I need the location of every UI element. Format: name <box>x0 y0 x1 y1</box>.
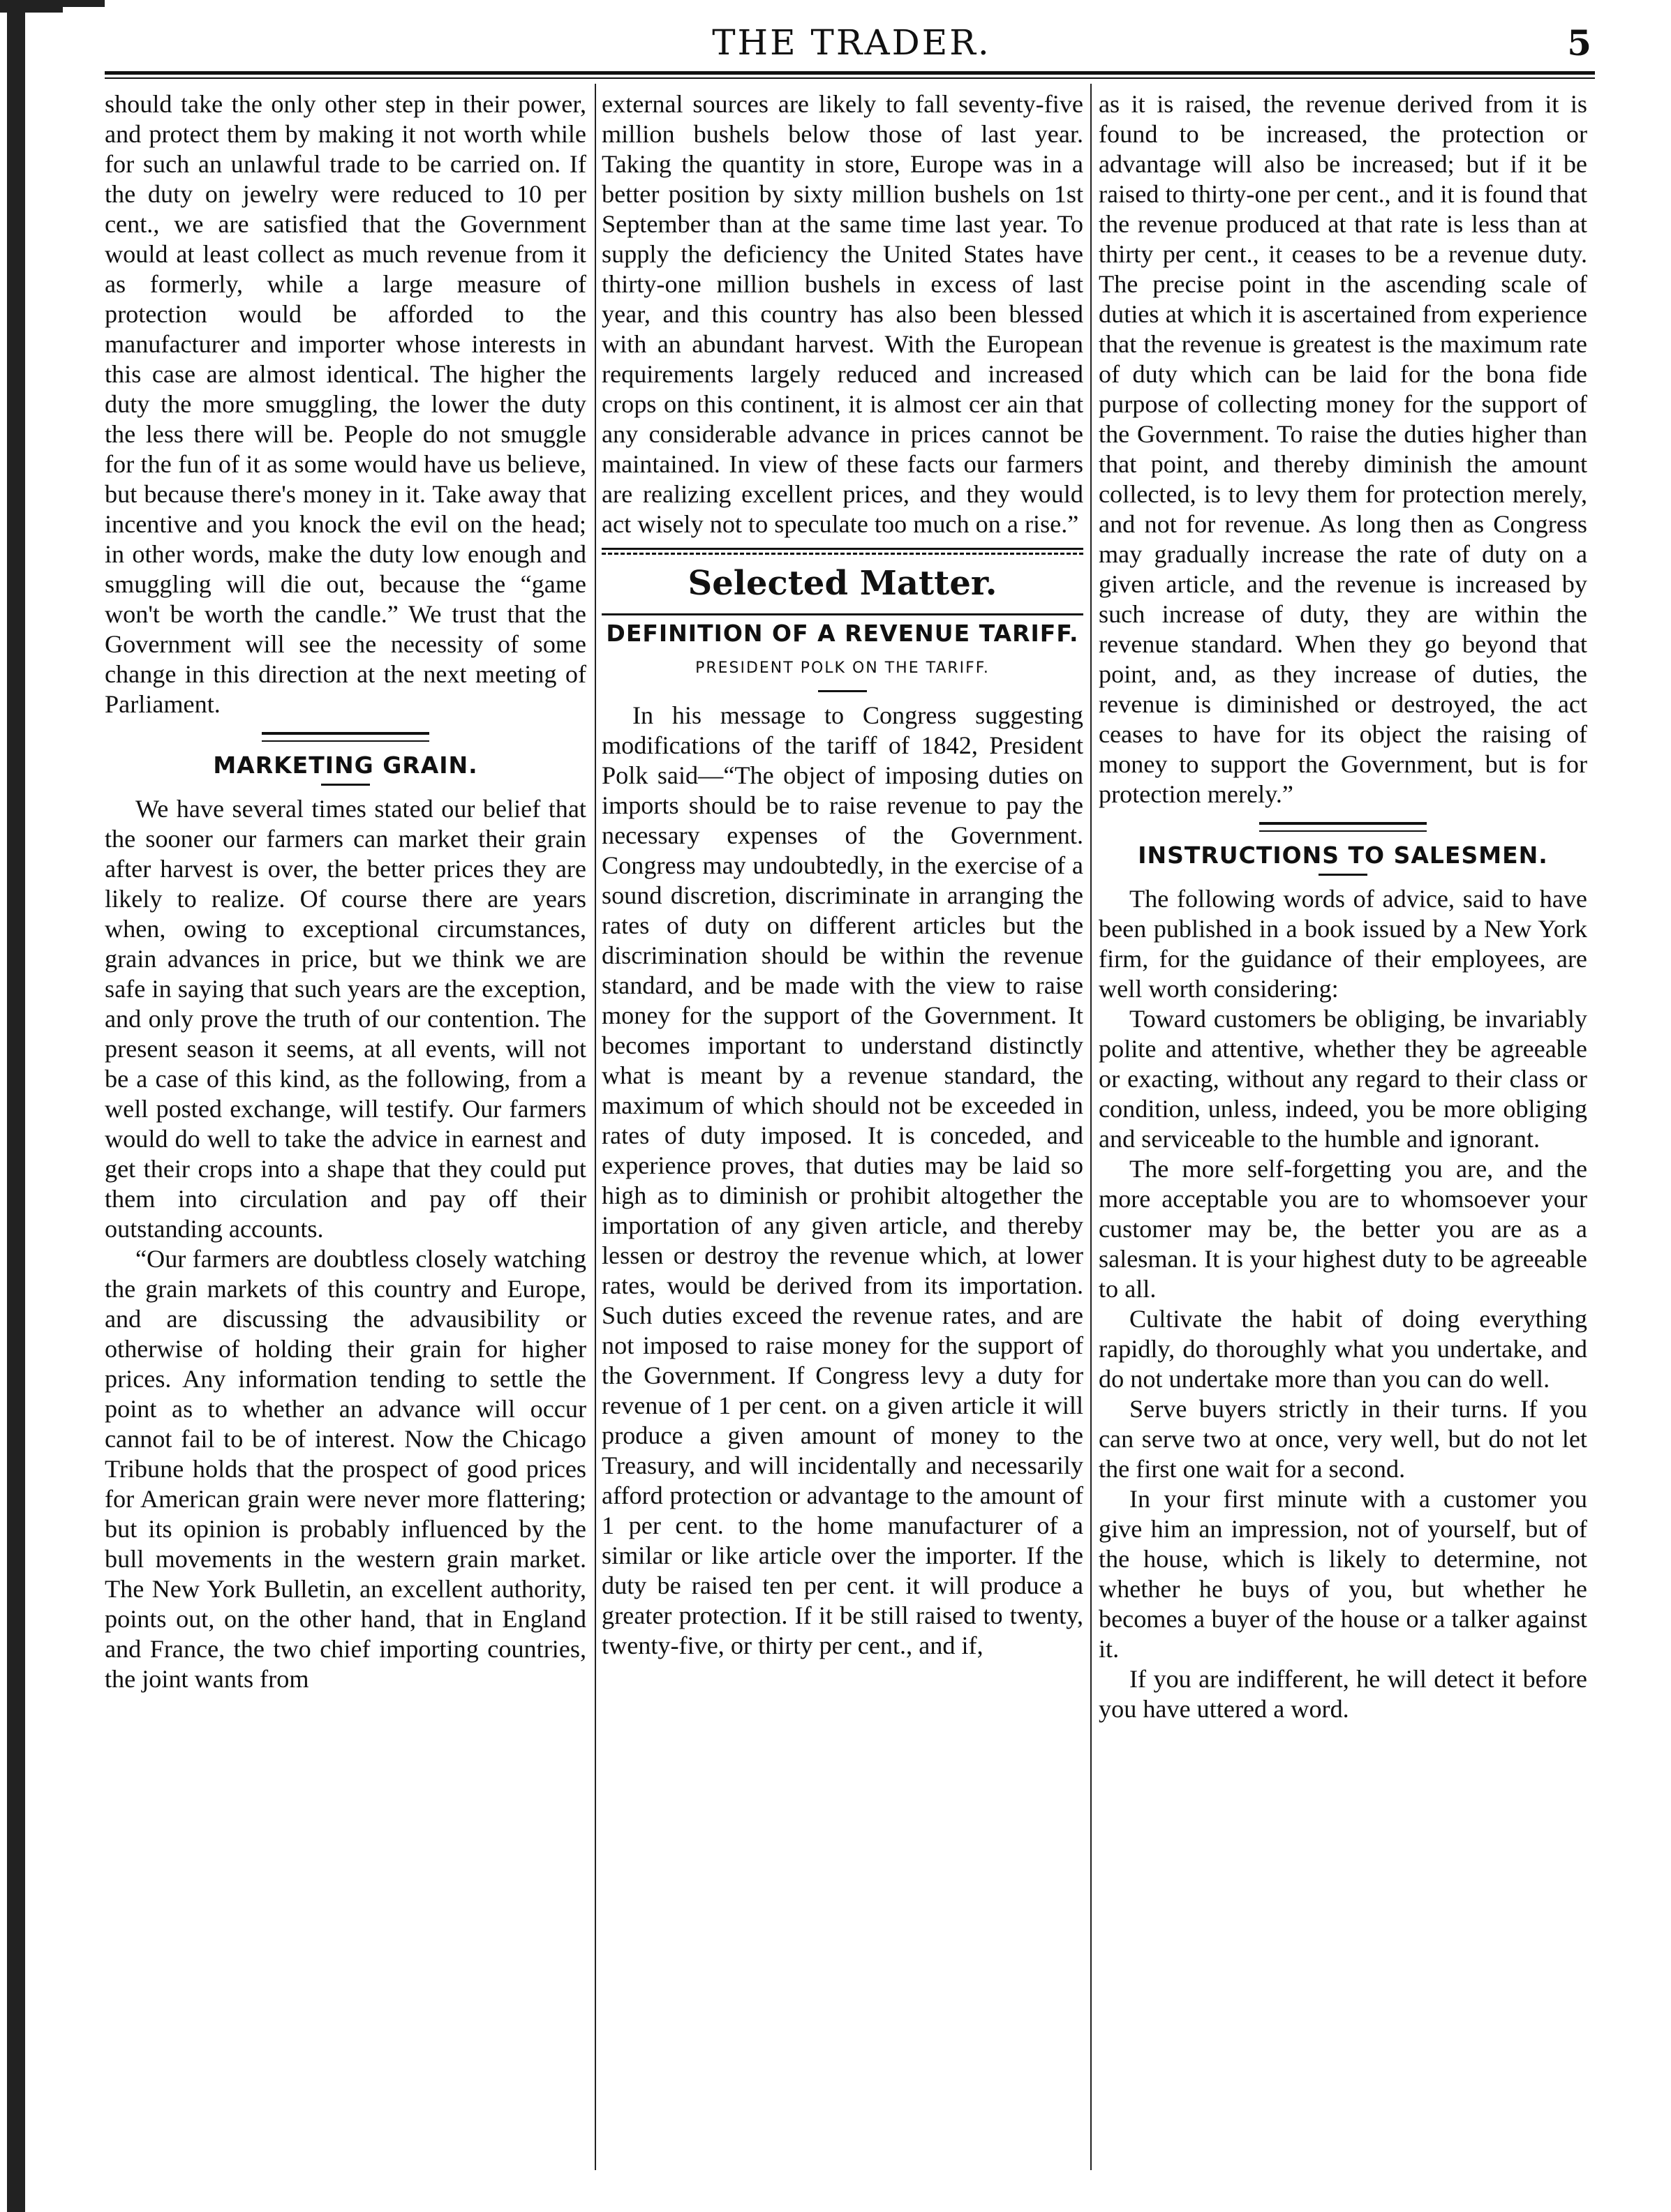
title-underline <box>321 784 370 786</box>
article-title-instructions-to-salesmen: INSTRUCTIONS TO SALESMEN. <box>1138 842 1548 869</box>
running-head <box>112 22 1591 71</box>
column-1 <box>105 89 586 2170</box>
section-rule <box>602 548 1083 550</box>
column-2 <box>602 89 1083 2170</box>
article-paragraph: In your first minute with a customer you give him an impression, not of yourself, but of the house, which is likely to determine, not whether he buys of you, but whether he becomes a buyer of the house or a talker against it. <box>1099 1485 1587 1663</box>
section-dashed-rule <box>602 553 1083 555</box>
article-paragraph: external sources are likely to fall seventy-five million bushels below those of last year. Taking the quantity in store, Europe was in a better position by sixty million bushels on 1st September than at the same time last year. To supply the deficiency the United States have thirty-one million bushels in excess of last year, and this country has also been blessed with an abundant harvest. With the European requirements largely reduced and increased crops on this continent, it is almost cer ain that any considerable advance in prices cannot be maintained. In view of these facts our farmers are realizing excellent prices, and they would act wisely not to speculate too much on a rise.” <box>602 90 1083 538</box>
section-rule <box>1259 822 1427 832</box>
selected-matter-heading: Selected Matter. <box>688 564 997 603</box>
column-3 <box>1099 89 1587 2170</box>
article-paragraph: as it is raised, the revenue derived from it is found to be increased, the protection or advantage will also be increased; but if it be raised to thirty-one per cent., and it is found that the revenue produced at that rate is less than at thirty per cent., it ceases to be a revenue duty. The precise point in the ascending scale of duties at which it is ascertained from experience that the revenue is greatest is the maximum rate of duty which can be laid for the bona fide purpose of collecting money for the support of the Government. To raise the duties higher than that point, and thereby diminish the amount collected, is to levy them for protection merely, and not for revenue. As long then as Congress may gradually increase the rate of duty on a given article, and the revenue is increased by such increase of duty, they are within the revenue standard. When they go beyond that point, and, as they increase of duties, the revenue is diminished or destroyed, the act ceases to have for its object the raising of money to support the Government, but is for protection merely.” <box>1099 90 1587 808</box>
article-paragraph: The following words of advice, said to have been published in a book issued by a New York firm, for the guidance of their employees, are well worth considering: <box>1099 885 1587 1003</box>
article-paragraph: We have several times stated our belief that the sooner our farmers can market their grain after harvest is over, the better prices they are likely to realize. Of course there are years when, owing to exceptional circumstances, grain advances in price, but we think we are safe in saying that such years are the exception, and only prove the truth of our contention. The present season it seems, at all events, will not be a case of this kind, as the following, from a well posted exchange, will testify. Our farmers would do well to take the advice in earnest and get their crops into a shape that they could put them into circulation and pay off their outstanding accounts. <box>105 795 586 1243</box>
article-paragraph: If you are indifferent, he will detect it before you have uttered a word. <box>1099 1665 1587 1723</box>
title-underline <box>818 690 867 692</box>
page-number: 5 <box>1567 22 1591 63</box>
header-rule <box>105 71 1595 79</box>
binding-edge-top-notch <box>0 7 63 13</box>
article-paragraph: In his message to Congress suggesting modifications of the tariff of 1842, President Polk said—“The object of imposing duties on imports should be to raise revenue to pay the necessary expenses of the Government. Congress may undoubtedly, in the exercise of a sound discretion, discriminate in arranging the rates of duty on different articles but the discrimination should be within the revenue standard, and be made with the view to raise money for the support of the Government. It becomes important to understand distinctly what is meant by a revenue standard, the maximum of which should not be exceeded in rates of duty imposed. It is conceded, and experience proves, that duties may be laid so high as to diminish or prohibit altogether the importation of any given article, and thereby lessen or destroy the revenue which, at lower rates, would be derived from its importation. Such duties exceed the revenue rates, and are not imposed to raise money for the support of the Government. If Congress levy a duty for revenue of 1 per cent. on a given article it will produce a given amount of money to the Treasury, and will incidentally and necessarily afford protection or advantage to the amount of 1 per cent. to the home manufacturer of a similar or like article over the importer. If the duty be raised ten per cent. it will produce a greater protection. If it be still raised to twenty, twenty-five, or thirty per cent., and if, <box>602 701 1083 1659</box>
article-title-revenue-tariff: DEFINITION OF A REVENUE TARIFF. <box>606 620 1079 647</box>
title-underline <box>1319 874 1367 876</box>
column-divider <box>1090 84 1092 2170</box>
article-title-marketing-grain: MARKETING GRAIN. <box>213 752 478 779</box>
column-divider <box>595 84 596 2170</box>
article-paragraph: Serve buyers strictly in their turns. If you can serve two at once, very well, but do not let the first one wait for a second. <box>1099 1395 1587 1483</box>
binding-edge <box>7 0 25 2212</box>
paper-name: THE TRADER. <box>712 22 991 63</box>
article-subtitle: PRESIDENT POLK ON THE TARIFF. <box>695 659 990 677</box>
binding-edge-top <box>0 0 105 7</box>
article-paragraph: “Our farmers are doubtless closely watching the grain markets of this country and Europe, and are discussing the advausibility or otherwise of holding their grain for higher prices. Any information tending to settle the point as to whether an advance will occur cannot fail to be of interest. Now the Chicago Tribune holds that the prospect of good prices for American grain were never more flattering; but its opinion is probably influenced by the bull movements in the western grain market. The New York Bulletin, an excellent authority, points out, on the other hand, that in England and France, the two chief importing countries, the joint wants from <box>105 1245 586 1693</box>
section-rule <box>602 613 1083 615</box>
article-paragraph: The more self-forgetting you are, and the more acceptable you are to whomsoever your customer may be, the better you are as a salesman. It is your highest duty to be agreeable to all. <box>1099 1155 1587 1303</box>
section-rule <box>262 732 429 742</box>
article-paragraph: Cultivate the habit of doing everything rapidly, do thoroughly what you undertake, and do not undertake more than you can do well. <box>1099 1305 1587 1393</box>
article-paragraph: Toward customers be obliging, be invariably polite and attentive, whether they be agreeable or exacting, without any regard to their class or condition, unless, indeed, you be more obliging and serviceable to the humble and ignorant. <box>1099 1005 1587 1153</box>
article-paragraph: should take the only other step in their power, and protect them by making it not worth while for such an unlawful trade to be carried on. If the duty on jewelry were reduced to 10 per cent., we are satisfied that the Government would at least collect as much revenue from it as formerly, while a large measure of protection would be afforded to the manufacturer and importer whose interests in this case are almost identical. The higher the duty the more smuggling, the lower the duty the less there will be. People do not smuggle for the fun of it as some would have us believe, but because there's money in it. Take away that incentive and you knock the evil on the head; in other words, make the duty low enough and smuggling will die out, because the “game won't be worth the candle.” We trust that the Government will see the necessity of some change in this direction at the next meeting of Parliament. <box>105 90 586 718</box>
